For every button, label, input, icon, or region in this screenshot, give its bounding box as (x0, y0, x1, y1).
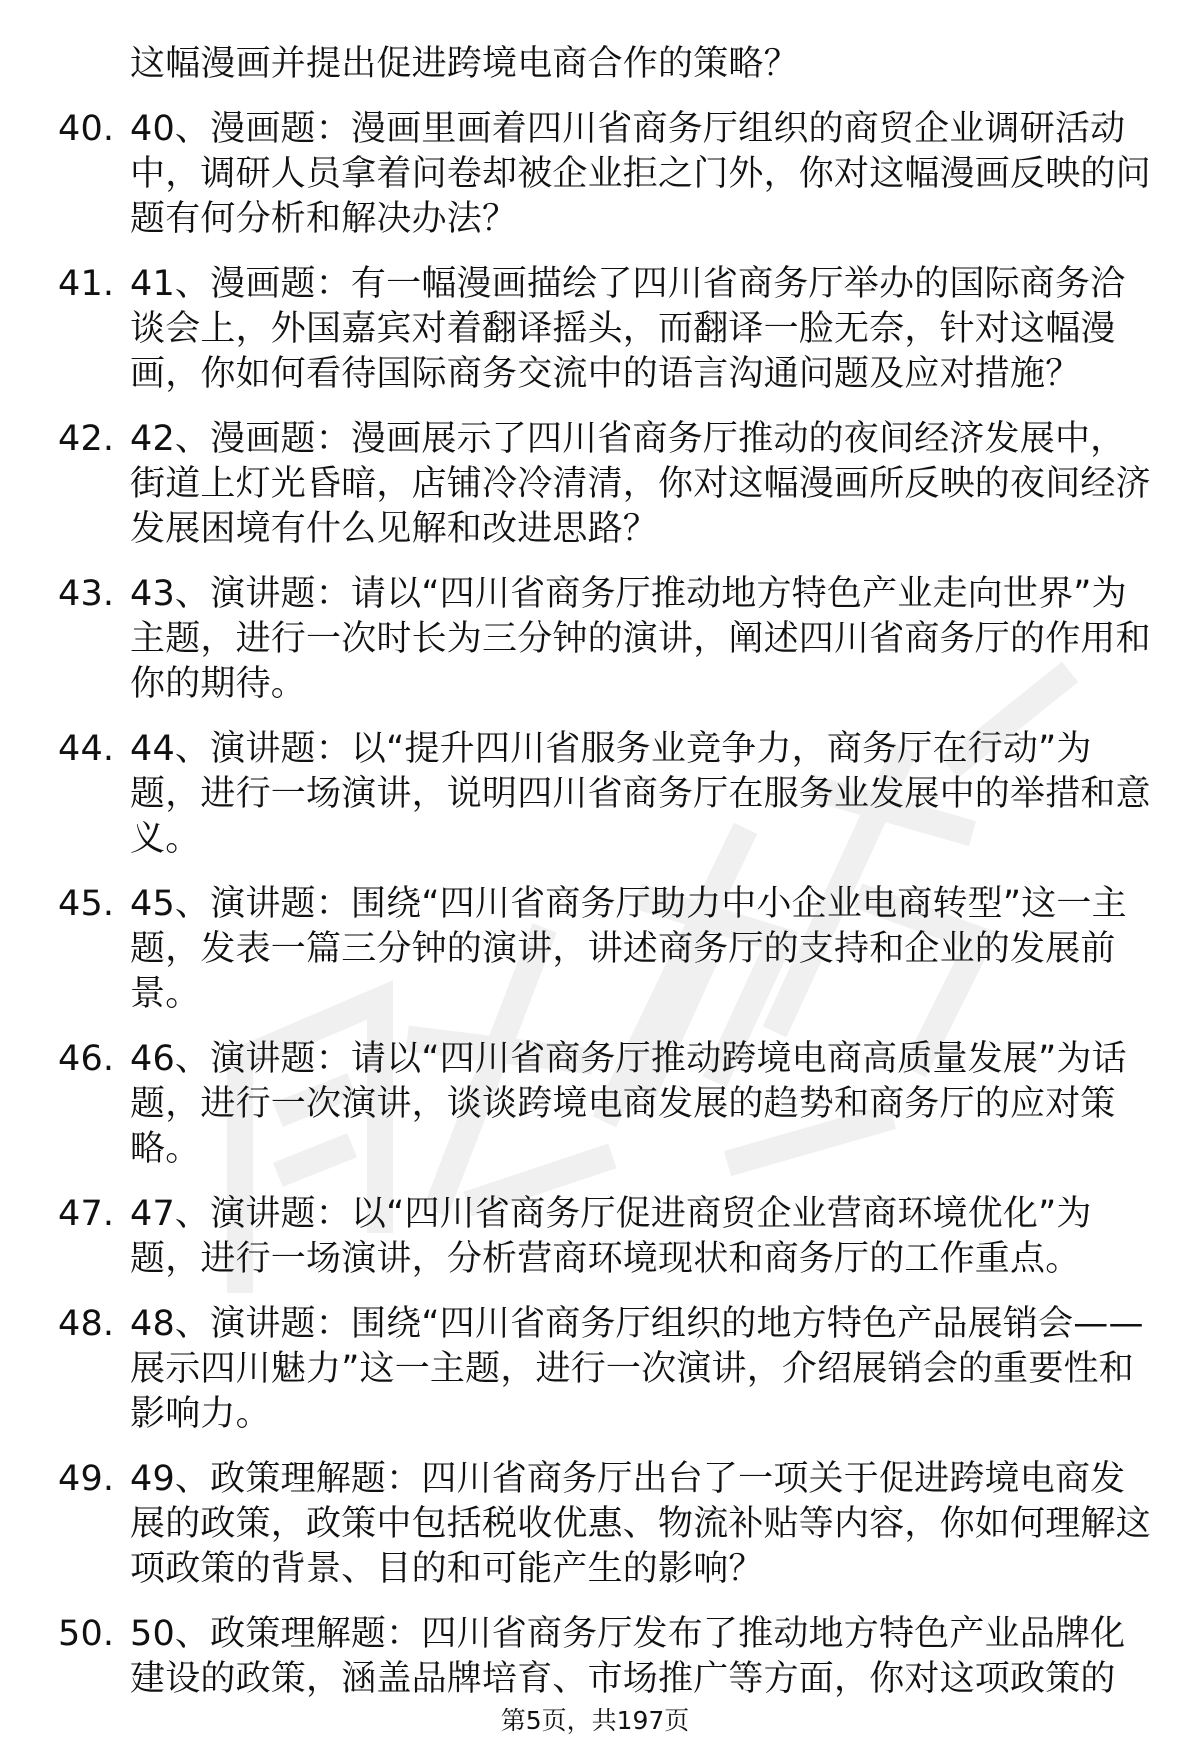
list-item-number: 42. (58, 419, 115, 459)
list-item-text: 45、演讲题：围绕“四川省商务厅助力中小企业电商转型”这一主题，发表一篇三分钟的演讲，讲述商务厅的支持和企业的发展前景。 (130, 884, 1127, 1014)
list-item (58, 1457, 1158, 1592)
continued-text: 这幅漫画并提出促进跨境电商合作的策略？ (130, 44, 799, 84)
list-item-text: 47、演讲题：以“四川省商务厅促进商贸企业营商环境优化”为题，进行一场演讲，分析营商环境现状和商务厅的工作重点。 (130, 1194, 1092, 1279)
list-item-number: 48. (58, 1304, 115, 1344)
question-list (58, 107, 1158, 1702)
list-item-number: 46. (58, 1039, 115, 1079)
list-item (58, 882, 1158, 1017)
list-item-text: 41、漫画题：有一幅漫画描绘了四川省商务厅举办的国际商务洽谈会上，外国嘉宾对着翻译摇头，而翻译一脸无奈，针对这幅漫画，你如何看待国际商务交流中的语言沟通问题及应对措施？ (130, 264, 1126, 394)
list-item-text: 42、漫画题：漫画展示了四川省商务厅推动的夜间经济发展中，街道上灯光昏暗，店铺冷冷清清，你对这幅漫画所反映的夜间经济发展困境有什么见解和改进思路？ (130, 419, 1151, 549)
list-item-number: 49. (58, 1459, 115, 1499)
list-item-number: 45. (58, 884, 115, 924)
list-item-number: 43. (58, 574, 115, 614)
list-item-text: 46、演讲题：请以“四川省商务厅推动跨境电商高质量发展”为话题，进行一次演讲，谈谈跨境电商发展的趋势和商务厅的应对策略。 (130, 1039, 1127, 1169)
list-item-text: 48、演讲题：围绕“四川省商务厅组织的地方特色产品展销会——展示四川魅力”这一主题，进行一次演讲，介绍展销会的重要性和影响力。 (130, 1304, 1144, 1434)
list-item (58, 727, 1158, 862)
page-number-footer: 第5页，共197页 (500, 1706, 690, 1735)
list-item-number: 47. (58, 1194, 115, 1234)
document-body (58, 42, 1158, 1722)
list-item-text: 43、演讲题：请以“四川省商务厅推动地方特色产业走向世界”为主题，进行一次时长为三分钟的演讲，阐述四川省商务厅的作用和你的期待。 (130, 574, 1151, 704)
list-item-text: 49、政策理解题：四川省商务厅出台了一项关于促进跨境电商发展的政策，政策中包括税收优惠、物流补贴等内容，你如何理解这项政策的背景、目的和可能产生的影响？ (130, 1459, 1151, 1589)
list-item (58, 262, 1158, 397)
list-item (58, 572, 1158, 707)
list-item-number: 40. (58, 109, 115, 149)
list-item-text: 44、演讲题：以“提升四川省服务业竞争力，商务厅在行动”为题，进行一场演讲，说明四川省商务厅在服务业发展中的举措和意义。 (130, 729, 1151, 859)
list-item (58, 1302, 1158, 1437)
list-item (58, 1037, 1158, 1172)
list-item-text: 40、漫画题：漫画里画着四川省商务厅组织的商贸企业调研活动中，调研人员拿着问卷却被企业拒之门外，你对这幅漫画反映的问题有何分析和解决办法？ (130, 109, 1151, 239)
list-item (58, 1612, 1158, 1702)
list-item (58, 417, 1158, 552)
list-item-number: 44. (58, 729, 115, 769)
list-item (58, 107, 1158, 242)
list-item (58, 1192, 1158, 1282)
list-item-number: 50. (58, 1614, 115, 1654)
list-item-number: 41. (58, 264, 115, 304)
list-item-text: 50、政策理解题：四川省商务厅发布了推动地方特色产业品牌化建设的政策，涵盖品牌培育、市场推广等方面，你对这项政策的 (130, 1614, 1126, 1699)
